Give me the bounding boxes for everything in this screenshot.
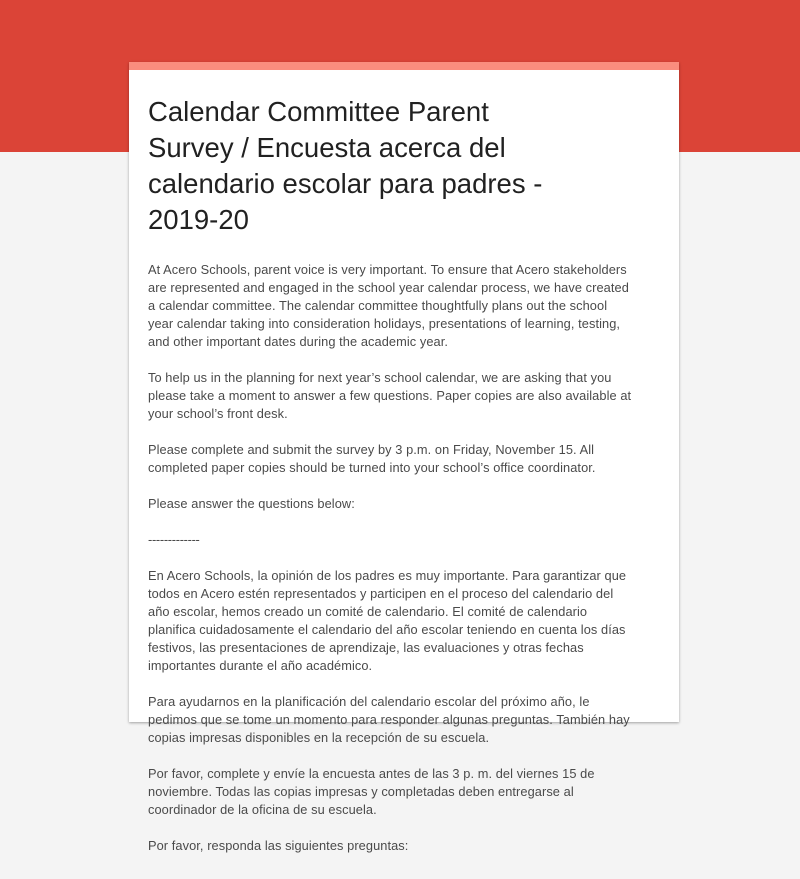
page-title: Calendar Committee Parent Survey / Encuesta acerca del calendario escolar para padres - 2019-20	[148, 96, 543, 235]
description-paragraph-es-1: En Acero Schools, la opinión de los padres es muy importante. Para garantizar que todos en Acero estén representados y participen en el proceso del calendario del año escolar, hemos creado un comité de calendario. El comité de calendario planifica cuidadosamente el calendario del año escolar teniendo en cuenta los días festivos, las presentaciones de aprendizaje, las evaluaciones y otras fechas importantes durante el año académico.	[148, 568, 630, 673]
form-card-body	[129, 70, 679, 879]
description-paragraph-es-2: Para ayudarnos en la planificación del calendario escolar del próximo año, le pedimos que se tome un momento para responder algunas preguntas. También hay copias impresas disponibles en la recepción de su escuela.	[148, 694, 634, 745]
form-card	[129, 62, 679, 853]
description-paragraph-en-1: At Acero Schools, parent voice is very important. To ensure that Acero stakeholders are represented and engaged in the school year calendar process, we have created a calendar committee. The calendar committee thoughtfully plans out the school year calendar taking into consideration holidays, presentations of learning, testing, and other important dates during the academic year.	[148, 262, 633, 349]
form-accent-bar	[129, 62, 679, 70]
description-paragraph-en-3: Please complete and submit the survey by 3 p.m. on Friday, November 15. All completed paper copies should be turned into your school’s office coordinator.	[148, 442, 598, 475]
description-paragraph-en-4: Please answer the questions below:	[148, 496, 355, 511]
description-paragraph-es-4: Por favor, responda las siguientes preguntas:	[148, 838, 409, 853]
description-paragraph-es-3: Por favor, complete y envíe la encuesta antes de las 3 p. m. del viernes 15 de noviembre. Todas las copias impresas y completadas deben entregarse al coordinador de la oficina de su escuela.	[148, 766, 599, 817]
form-description	[148, 261, 635, 855]
description-paragraph-en-2: To help us in the planning for next year’s school calendar, we are asking that you please take a moment to answer a few questions. Paper copies are also available at your school’s front desk.	[148, 370, 635, 421]
description-divider: -------------	[148, 532, 200, 547]
